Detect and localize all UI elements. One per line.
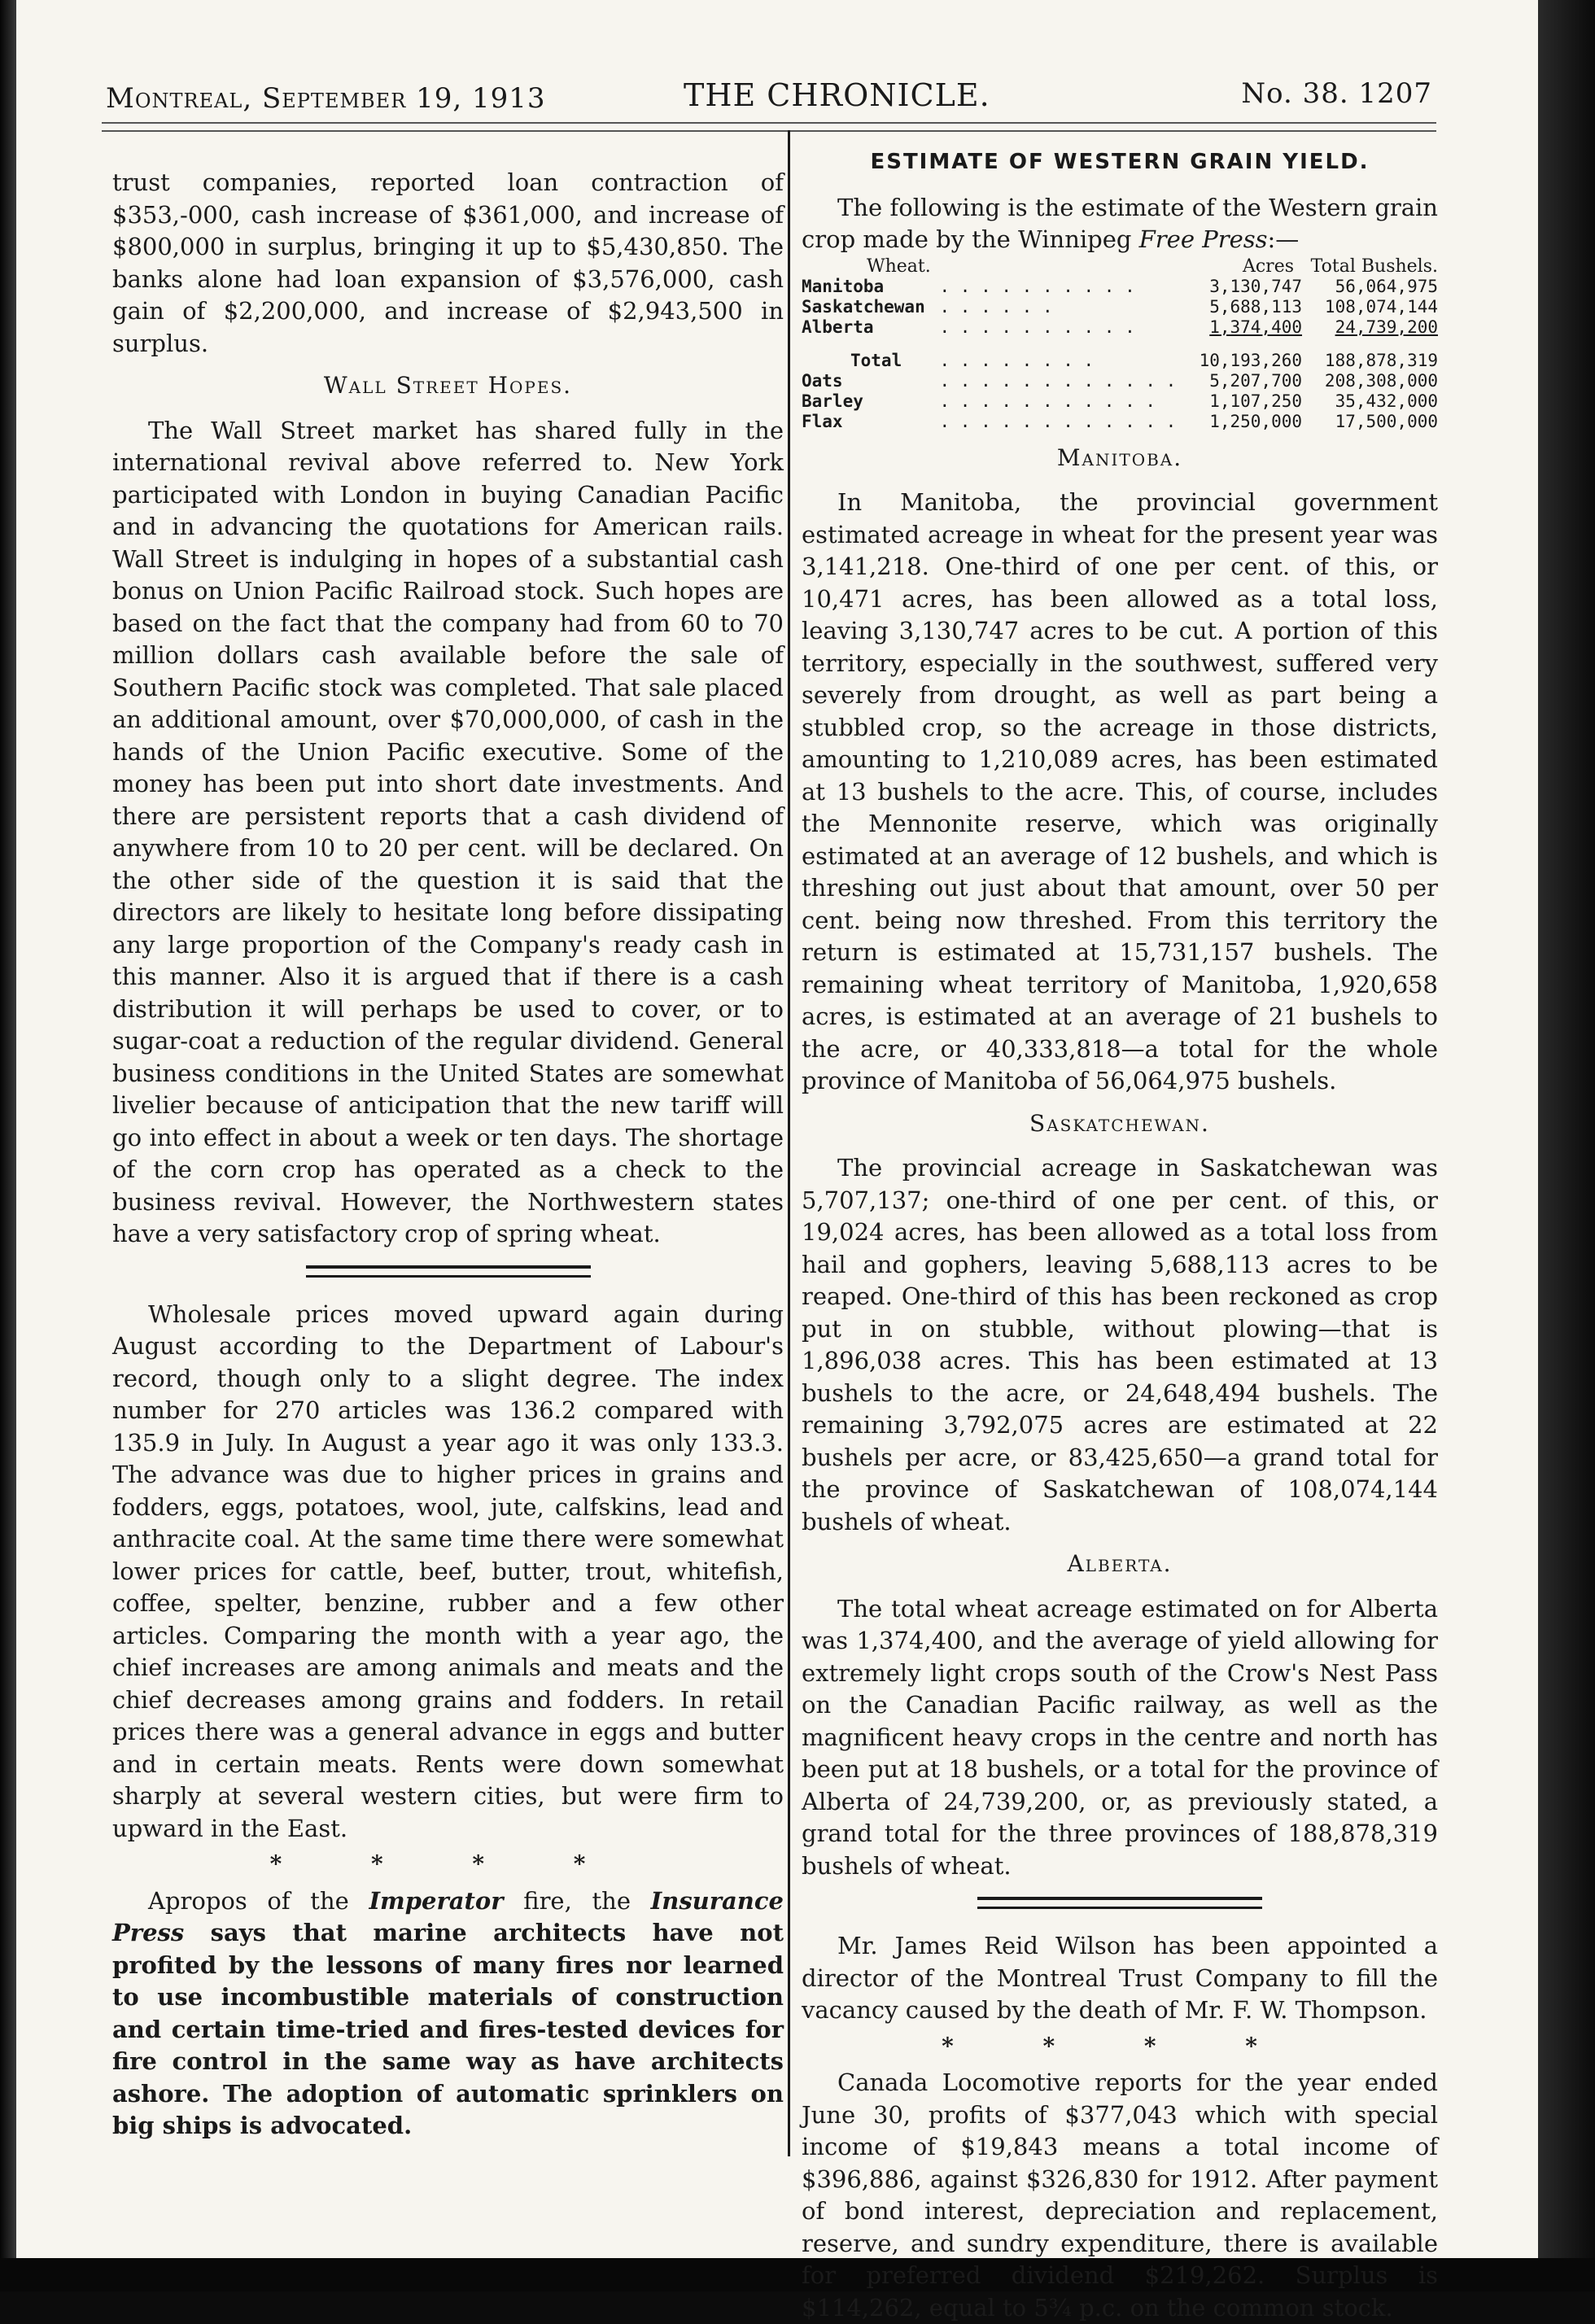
table-row — [802, 277, 1438, 297]
column-divider — [788, 130, 790, 2156]
table-row — [802, 297, 1438, 317]
publication-title: THE CHRONICLE. — [684, 77, 990, 113]
row-acres: 5,688,113 — [1209, 296, 1303, 317]
table-row — [802, 391, 1438, 412]
ship-name: Imperator — [369, 1886, 504, 1915]
estimate-intro-text: The following is the estimate of the Western grain crop made by the Winnipeg — [802, 193, 1438, 253]
saskatchewan-paragraph: The provincial acreage in Saskatchewan was 5,707,137; one-third of one per cent. of this, or 19,024 acres, has been allowed as a total loss from hail and gophers, leaving 5,688,113 acres to be reaped. One-third of this has been reckoned as crop put in on stubble, without plowing—that is 1,896,038 acres. This has been estimated at 13 bushels to the acre, or 24,648,494 bushels. The remaining 3,792,075 acres are estimated at 22 bushels per acre, or 83,425,650—a grand total for the province of Saskatchewan of 108,074,144 bushels of wheat. — [802, 1154, 1438, 1536]
row-name: Barley — [802, 391, 863, 411]
row-name: Alberta — [802, 317, 874, 337]
saskatchewan-heading: Saskatchewan. — [1029, 1109, 1210, 1137]
row-bushels: 108,074,144 — [1324, 296, 1438, 317]
page-header — [106, 77, 1432, 126]
page-left-edge — [0, 0, 16, 2291]
row-acres: 3,130,747 — [1209, 276, 1303, 296]
wholesale-prices-paragraph: Wholesale prices moved upward again during August according to the Department of Labour's record, though only to a slight degree. The index number for 270 articles was 136.2 compared with 135.9 in July. In August a year ago it was only 133.3. The advance was due to higher prices in grains and fodders, eggs, potatoes, wool, jute, calfskins, lead and anthracite coal. At the same time there were somewhat lower prices for cattle, beef, butter, trout, whitefish, coffee, spelter, benzine, rubber and a few other articles. Comparing the month with a year ago, the chief increases are among animals and meats and the chief decreases among grains and fodders. In retail prices there was a general advance in eggs and butter and in certain meats. Rents were down somewhat sharply at several western cities, but were firm to upward in the East. — [112, 1300, 784, 1842]
estimate-intro-end: :— — [1267, 225, 1300, 253]
total-bushels: 188,878,319 — [1324, 350, 1438, 370]
trust-companies-paragraph: trust companies, reported loan contraction of $353,-000, cash increase of $361,000, and increase of $800,000 in surplus, bringing it up to $5,430,850. The banks alone had loan expansion of $3,576,000, cash gain of $2,200,000, and increase of $2,943,500 in surplus. — [112, 168, 784, 357]
dateline: Montreal, September 19, 1913 — [106, 82, 546, 115]
row-bushels: 24,739,200 — [1335, 317, 1438, 337]
wall-street-paragraph: The Wall Street market has shared fully in the international revival above referred to. New York participated with London in buying Canadian Pacific and in advancing the quotations for American rails. Wall Street is indulging in hopes of a substantial cash bonus on Union Pacific Railroad stock. Such hopes are based on the fact that the company had from 60 to 70 million dollars cash available before the sale of Southern Pacific stock was completed. That sale placed an additional amount, over $70,000,000, of cash in the hands of the Union Pacific executive. Some of the money has been put into short date investments. And there are persistent reports that a cash dividend of anywhere from 10 to 20 per cent. will be declared. On the other side of the question it is said that the directors are likely to hesitate long before dissipating any large proportion of the Company's ready cash in this manner. Also it is argued that if there is a cash distribution it will perhaps be used to cover, or to sugar-coat a reduction of the regular dividend. General business conditions in the United States are somewhat livelier because of anticipation that the new tariff will go into effect in about a week or ten days. The shortage of the corn crop has operated as a check to the business revival. However, the Northwestern states have a very satisfactory crop of spring wheat. — [112, 416, 784, 1247]
grain-estimate-title: ESTIMATE OF WESTERN GRAIN YIELD. — [870, 150, 1370, 174]
row-leader: . . . . . . . . . . . . — [939, 411, 1177, 431]
apropos-paragraph — [112, 1885, 784, 2143]
manitoba-heading: Manitoba. — [1056, 443, 1183, 471]
table-row — [802, 317, 1438, 338]
col-header-acres: Acres — [1242, 256, 1295, 277]
total-label: Total — [850, 350, 902, 370]
manitoba-paragraph: In Manitoba, the provincial government estimated acreage in wheat for the present year was 3,141,218. One-third of one per cent. of this, or 10,471 acres, has been allowed as a total loss, leaving 3,130,747 acres to be cut. A portion of this territory, especially in the southwest, suffered very severely from drought, as well as part being a stubbled crop, so the acreage in those districts, amounting to 1,210,089 acres, has been estimated at 13 bushels to the acre. This, of course, includes the Mennonite reserve, which was originally estimated at an average of 12 bushels, and which is threshing out just about that amount, over 50 per cent. being now threshed. From this territory the return is estimated at 15,731,157 bushels. The remaining wheat territory of Manitoba, 1,920,658 acres, is estimated at an average of 21 bushels to the acre, or 40,333,818—a total for the whole province of Manitoba of 56,064,975 bushels. — [802, 488, 1438, 1094]
row-leader: . . . . . . . . — [939, 350, 1095, 370]
grain-estimate-intro — [802, 192, 1438, 256]
alberta-paragraph: The total wheat acreage estimated on for Alberta was 1,374,400, and the average of yield allowing for extremely light crops south of the Crow's Nest Pass on the Canadian Pacific railway, as well as the magnificent heavy crops in the centre and north has been put at 18 bushels, or a total for the province of Alberta of 24,739,200, or, as previously stated, a grand total for the three provinces of 188,878,319 bushels of wheat. — [802, 1594, 1438, 1880]
row-acres: 1,107,250 — [1209, 391, 1303, 411]
wall-street-heading: Wall Street Hopes. — [323, 372, 573, 399]
row-leader: . . . . . . . . . . . . — [939, 370, 1177, 391]
row-bushels: 17,500,000 — [1335, 411, 1438, 431]
header-rule — [102, 122, 1436, 132]
row-name: Oats — [802, 370, 843, 391]
table-row — [802, 371, 1438, 391]
row-acres: 1,250,000 — [1209, 411, 1303, 431]
row-bushels: 35,432,000 — [1335, 391, 1438, 411]
wilson-paragraph: Mr. James Reid Wilson has been appointed a director of the Montreal Trust Company to fill the vacancy caused by the death of Mr. F. W. Thompson. — [802, 1932, 1438, 2024]
table-row — [802, 412, 1438, 432]
row-leader: . . . . . . . . . . — [939, 317, 1135, 337]
total-acres: 10,193,260 — [1199, 350, 1303, 370]
free-press-name: Free Press — [1138, 225, 1268, 253]
section-stars: * * * * — [942, 2032, 1298, 2060]
row-leader: . . . . . . . . . . — [939, 276, 1135, 296]
row-leader: . . . . . . . . . . . — [939, 391, 1156, 411]
locomotive-paragraph: Canada Locomotive reports for the year ended June 30, profits of $377,043 which with special income of $19,843 means a total income of $396,886, against $326,830 for 1912. After payment of bond interest, depreciation and replacement, reserve, and sundry expenditure, there is available for preferred dividend $219,262. Surplus is $114,262, equal to 5¾ p.c. on the common stock. — [802, 2068, 1438, 2322]
row-bushels: 208,308,000 — [1324, 370, 1438, 391]
row-bushels: 56,064,975 — [1335, 276, 1438, 296]
row-acres: 5,207,700 — [1209, 370, 1303, 391]
right-column — [802, 146, 1438, 2324]
section-divider — [977, 1897, 1262, 1909]
apropos-text-mid: fire, the — [503, 1886, 651, 1915]
paper-name: Insurance Press — [112, 1886, 784, 1946]
grain-yield-table — [802, 256, 1438, 432]
section-stars: * * * * — [269, 1850, 627, 1877]
row-name: Manitoba — [802, 276, 885, 296]
row-leader: . . . . . . — [939, 296, 1053, 317]
row-acres: 1,374,400 — [1209, 317, 1303, 337]
apropos-text-end: says that marine architects have not profited by the lessons of many fires nor learned to use incombustible materials of construction and certain time-tried and fires-tested devices for fire control in the same way as have architects ashore. The adoption of automatic sprinklers on big ships is advocated. — [112, 1919, 784, 2139]
left-column — [112, 167, 784, 2143]
col-header-wheat: Wheat. — [867, 256, 931, 277]
apropos-text-start: Apropos of the — [148, 1886, 369, 1915]
table-total-row — [802, 351, 1438, 371]
col-header-bushels: Total Bushels. — [1310, 256, 1438, 277]
row-name: Saskatchewan — [802, 296, 925, 317]
row-name: Flax — [802, 411, 843, 431]
page-right-edge — [1538, 0, 1595, 2291]
page-number: No. 38. 1207 — [1241, 77, 1432, 110]
section-divider — [306, 1265, 591, 1278]
alberta-heading: Alberta. — [1067, 1550, 1173, 1577]
